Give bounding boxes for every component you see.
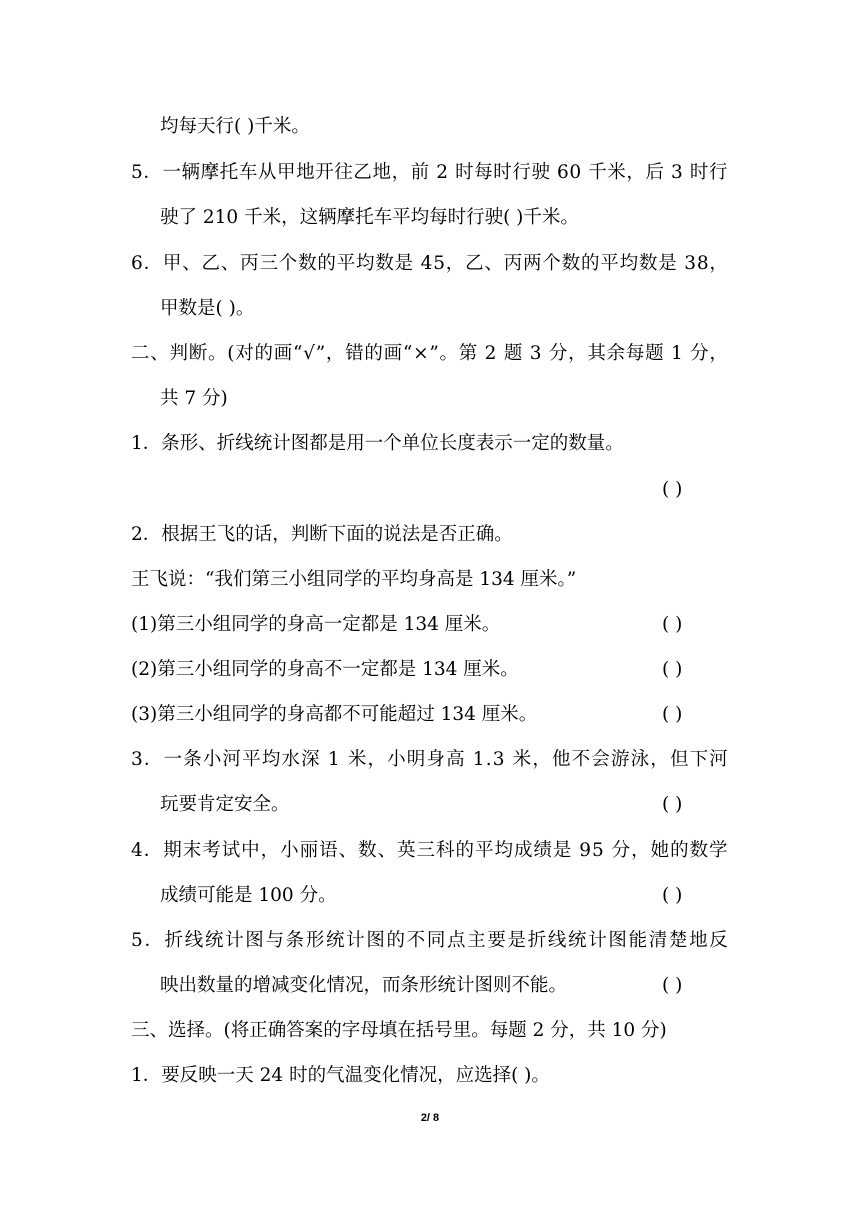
glyph: 题 — [645, 343, 664, 364]
glyph: 、 — [484, 253, 503, 274]
glyph: 二 — [131, 343, 150, 364]
glyph: ， — [325, 343, 345, 364]
glyph: “ — [292, 343, 303, 364]
glyph: 从 — [257, 162, 277, 183]
answer-bracket: ( ) — [662, 975, 683, 996]
glyph: 的 — [386, 930, 406, 951]
glyph — [683, 339, 689, 369]
line-text: 王飞说：“我们第三小组同学的平均身高是 134 厘米。” — [131, 569, 577, 590]
glyph: 与 — [265, 930, 284, 951]
glyph: 统 — [325, 930, 345, 951]
glyph: 平 — [336, 253, 356, 274]
text-line — [0, 926, 860, 956]
text-line — [0, 700, 860, 730]
text-line — [0, 971, 860, 1001]
glyph — [542, 339, 548, 369]
glyph: 2 — [436, 162, 449, 183]
glyph: 图 — [608, 930, 627, 951]
glyph: 计 — [588, 930, 607, 951]
glyph: 试 — [221, 840, 241, 861]
glyph: 游 — [610, 749, 630, 770]
glyph — [605, 836, 611, 866]
glyph — [506, 745, 512, 775]
glyph: 三 — [416, 840, 436, 861]
glyph: 0 — [569, 162, 582, 183]
glyph: 条 — [183, 749, 202, 770]
glyph — [341, 745, 347, 775]
glyph: 图 — [245, 930, 264, 951]
text-line — [0, 475, 860, 505]
glyph: 的 — [670, 840, 689, 861]
text-line — [0, 384, 860, 414]
glyph — [523, 339, 529, 369]
glyph: 1 — [670, 343, 683, 364]
answer-bracket: ( ) — [662, 479, 683, 500]
glyph: 9 — [579, 840, 592, 861]
glyph: 能 — [628, 930, 648, 951]
glyph: 5 — [433, 253, 445, 274]
text-line — [0, 836, 860, 866]
glyph: 后 — [645, 162, 664, 183]
glyph: 小 — [280, 840, 299, 861]
answer-bracket: ( ) — [662, 885, 683, 906]
glyph: 泳 — [630, 749, 650, 770]
glyph: 米 — [347, 749, 367, 770]
line-text: 均每天行( )千米。 — [160, 116, 310, 137]
glyph: 是 — [507, 930, 527, 951]
glyph: 3 — [684, 253, 697, 274]
glyph: 下 — [689, 749, 709, 770]
text-line — [0, 745, 860, 775]
glyph: ， — [631, 840, 650, 861]
glyph: √ — [303, 343, 315, 364]
line-text: (3)第三小组同学的身高都不可能超过 134 厘米。 — [131, 704, 538, 725]
glyph: ， — [532, 749, 551, 770]
glyph: 乙 — [353, 162, 372, 183]
glyph — [449, 158, 455, 188]
glyph: 乙 — [201, 253, 221, 274]
glyph: 行 — [512, 162, 531, 183]
line-text: 甲数是( )。 — [160, 298, 255, 319]
glyph: 成 — [513, 840, 533, 861]
answer-bracket: ( ) — [662, 794, 683, 815]
glyph: 是 — [552, 840, 572, 861]
glyph: ， — [626, 162, 645, 183]
glyph: 、 — [377, 840, 397, 861]
line-text — [131, 745, 728, 775]
glyph: 4 — [131, 840, 143, 861]
glyph: 、 — [338, 840, 358, 861]
glyph: 不 — [571, 749, 591, 770]
line-text: 玩要肯定安全。 — [160, 794, 290, 815]
text-line — [0, 339, 860, 369]
glyph: ． — [143, 253, 163, 274]
glyph: 。 — [439, 343, 459, 364]
text-line — [0, 203, 860, 233]
glyph: 的 — [455, 840, 475, 861]
glyph: 语 — [319, 840, 338, 861]
glyph: 时 — [455, 162, 474, 183]
text-line — [0, 294, 860, 324]
glyph: 身 — [426, 749, 445, 770]
glyph: 统 — [204, 930, 224, 951]
glyph: 个 — [542, 253, 561, 274]
glyph: 1 — [472, 749, 485, 770]
glyph: 清 — [648, 930, 668, 951]
glyph: 的 — [254, 343, 273, 364]
glyph: 分 — [611, 840, 631, 861]
glyph: 车 — [238, 162, 258, 183]
glyph: 个 — [278, 253, 298, 274]
glyph: 两 — [523, 253, 542, 274]
glyph: 地 — [372, 162, 391, 183]
text-line — [0, 249, 860, 279]
glyph: 平 — [474, 840, 494, 861]
glyph: 往 — [334, 162, 353, 183]
glyph: 5 — [592, 840, 604, 861]
text-line — [0, 429, 860, 459]
line-text: 共 7 分) — [160, 388, 228, 409]
glyph: 数 — [561, 253, 581, 274]
glyph: 平 — [600, 253, 619, 274]
line-text: 1．要反映一天 24 时的气温变化情况，应选择( )。 — [131, 1065, 550, 1086]
glyph: ． — [143, 749, 163, 770]
glyph: 甲 — [277, 162, 296, 183]
glyph: 学 — [709, 840, 728, 861]
glyph: 均 — [619, 253, 639, 274]
glyph: 计 — [225, 930, 244, 951]
glyph: 数 — [638, 253, 658, 274]
glyph: 断 — [188, 343, 208, 364]
glyph: 米 — [607, 162, 626, 183]
glyph: 折 — [527, 930, 547, 951]
line-text — [131, 339, 728, 369]
glyph: 一 — [162, 162, 181, 183]
glyph — [430, 158, 436, 188]
glyph: 3 — [492, 749, 505, 770]
glyph: 每 — [474, 162, 493, 183]
text-line — [0, 565, 860, 595]
glyph: 水 — [281, 749, 301, 770]
glyph: 甲 — [162, 253, 182, 274]
glyph: “ — [402, 343, 413, 364]
glyph: 数 — [375, 253, 394, 274]
glyph: ， — [391, 162, 411, 183]
glyph: 河 — [222, 749, 242, 770]
glyph: 米 — [512, 749, 532, 770]
text-line — [0, 1061, 860, 1091]
glyph: . — [485, 749, 492, 770]
glyph: 小 — [387, 749, 406, 770]
glyph: 线 — [547, 930, 567, 951]
glyph: 时 — [493, 162, 512, 183]
glyph: 明 — [406, 749, 426, 770]
glyph: 摩 — [200, 162, 220, 183]
glyph: 时 — [689, 162, 709, 183]
glyph: 条 — [285, 930, 305, 951]
glyph: 3 — [671, 162, 683, 183]
glyph: 千 — [588, 162, 607, 183]
glyph: 科 — [436, 840, 455, 861]
glyph: 要 — [487, 930, 506, 951]
line-text — [131, 926, 728, 956]
glyph: 乙 — [465, 253, 484, 274]
glyph — [683, 158, 689, 188]
glyph: 数 — [358, 840, 377, 861]
glyph: 行 — [708, 162, 728, 183]
glyph — [582, 158, 588, 188]
glyph: 前 — [410, 162, 430, 183]
text-line — [0, 112, 860, 142]
glyph: ( — [227, 343, 235, 364]
glyph: 深 — [301, 749, 320, 770]
glyph: 丙 — [503, 253, 523, 274]
glyph: 5 — [131, 162, 143, 183]
line-text: 2．根据王飞的话，判断下面的说法是否正确。 — [131, 524, 513, 545]
glyph: 数 — [689, 840, 709, 861]
line-text: 1．条形、折线统计图都是用一个单位长度表示一定的数量。 — [131, 433, 624, 454]
text-line — [0, 655, 860, 685]
glyph: 3 — [131, 749, 143, 770]
glyph: 考 — [202, 840, 221, 861]
glyph: 每 — [625, 343, 645, 364]
glyph: 2 — [484, 343, 497, 364]
glyph: 统 — [568, 930, 587, 951]
line-text — [131, 158, 728, 188]
glyph: ， — [445, 253, 465, 274]
glyph — [665, 158, 671, 188]
glyph: 折 — [164, 930, 184, 951]
text-line — [0, 790, 860, 820]
glyph — [664, 339, 670, 369]
glyph: ” — [429, 343, 439, 364]
glyph: 小 — [202, 749, 222, 770]
glyph: 驶 — [531, 162, 550, 183]
glyph: ” — [315, 343, 326, 364]
page-number: 2/ 8 — [420, 1112, 440, 1124]
glyph: ． — [144, 930, 163, 951]
line-text — [131, 836, 728, 866]
glyph: 6 — [557, 162, 569, 183]
glyph: 地 — [689, 930, 708, 951]
glyph: ， — [568, 343, 587, 364]
glyph: 判 — [169, 343, 189, 364]
glyph: 5 — [131, 930, 143, 951]
glyph: 余 — [606, 343, 626, 364]
line-text: (2)第三小组同学的身高不一定都是 134 厘米。 — [131, 659, 519, 680]
glyph: 分 — [548, 343, 568, 364]
glyph: ， — [709, 253, 728, 274]
glyph: 河 — [709, 749, 728, 770]
glyph — [551, 158, 557, 188]
glyph: ， — [367, 749, 386, 770]
glyph — [321, 745, 327, 775]
glyph: 题 — [503, 343, 523, 364]
glyph — [572, 836, 578, 866]
glyph: 8 — [696, 253, 709, 274]
glyph: 反 — [709, 930, 728, 951]
glyph: 第 — [458, 343, 478, 364]
glyph: 画 — [273, 343, 293, 364]
glyph: 3 — [529, 343, 542, 364]
glyph: ． — [143, 162, 162, 183]
glyph: 4 — [420, 253, 433, 274]
glyph: 、 — [182, 253, 201, 274]
glyph: 绩 — [533, 840, 552, 861]
glyph: 中 — [241, 840, 260, 861]
glyph: 的 — [317, 253, 336, 274]
text-line — [0, 1016, 860, 1046]
glyph: 的 — [580, 253, 600, 274]
text-line — [0, 610, 860, 640]
glyph: 是 — [658, 253, 677, 274]
glyph: 线 — [184, 930, 204, 951]
glyph: 均 — [494, 840, 513, 861]
glyph: 其 — [587, 343, 606, 364]
answer-bracket: ( ) — [662, 704, 683, 725]
glyph: 、 — [150, 343, 169, 364]
glyph: 平 — [242, 749, 261, 770]
glyph: 均 — [261, 749, 281, 770]
glyph: 丽 — [299, 840, 319, 861]
line-text: 映出数量的增减变化情况，而条形统计图则不能。 — [160, 975, 568, 996]
glyph — [497, 339, 503, 369]
glyph: 错 — [345, 343, 364, 364]
line-text: 成绩可能是 100 分。 — [160, 885, 337, 906]
answer-bracket: ( ) — [662, 659, 683, 680]
glyph: 辆 — [181, 162, 201, 183]
glyph: ， — [650, 749, 669, 770]
glyph: 三 — [259, 253, 278, 274]
glyph: 、 — [220, 253, 240, 274]
glyph: 开 — [315, 162, 334, 183]
glyph: 图 — [366, 930, 385, 951]
answer-bracket: ( ) — [662, 614, 683, 635]
line-text: 三、选择。(将正确答案的字母填在括号里。每题 2 分，共 10 分) — [131, 1020, 667, 1041]
glyph: 1 — [327, 749, 340, 770]
glyph: 的 — [364, 343, 383, 364]
glyph: 丙 — [240, 253, 259, 274]
glyph: 分 — [690, 343, 709, 364]
glyph: 。 — [208, 343, 227, 364]
glyph: 楚 — [668, 930, 688, 951]
glyph: 一 — [163, 749, 183, 770]
glyph: 是 — [394, 253, 414, 274]
line-text — [131, 249, 728, 279]
glyph: 期 — [163, 840, 182, 861]
line-text: (1)第三小组同学的身高一定都是 134 厘米。 — [131, 614, 501, 635]
glyph: 同 — [426, 930, 446, 951]
text-line — [0, 881, 860, 911]
glyph — [678, 249, 684, 279]
glyph: ， — [260, 840, 280, 861]
glyph: 他 — [552, 749, 571, 770]
glyph: 英 — [397, 840, 416, 861]
glyph: 点 — [447, 930, 466, 951]
glyph — [478, 339, 484, 369]
glyph: 计 — [346, 930, 365, 951]
glyph: 她 — [650, 840, 670, 861]
glyph: × — [413, 343, 429, 364]
glyph: 数 — [298, 253, 317, 274]
glyph — [466, 745, 472, 775]
text-line — [0, 158, 860, 188]
glyph: 不 — [406, 930, 426, 951]
glyph: 高 — [446, 749, 465, 770]
glyph: 主 — [467, 930, 486, 951]
glyph — [414, 249, 420, 279]
glyph: 均 — [356, 253, 375, 274]
text-line — [0, 520, 860, 550]
glyph: 形 — [305, 930, 325, 951]
glyph: 托 — [219, 162, 239, 183]
glyph: 会 — [591, 749, 610, 770]
glyph: 末 — [182, 840, 202, 861]
glyph: 地 — [296, 162, 315, 183]
glyph: ， — [709, 343, 728, 364]
glyph: ． — [143, 840, 163, 861]
line-text: 驶了 210 千米，这辆摩托车平均每时行驶( )千米。 — [160, 207, 579, 228]
glyph: 但 — [669, 749, 689, 770]
glyph: 画 — [383, 343, 403, 364]
glyph: 对 — [235, 343, 254, 364]
glyph: 6 — [131, 253, 143, 274]
